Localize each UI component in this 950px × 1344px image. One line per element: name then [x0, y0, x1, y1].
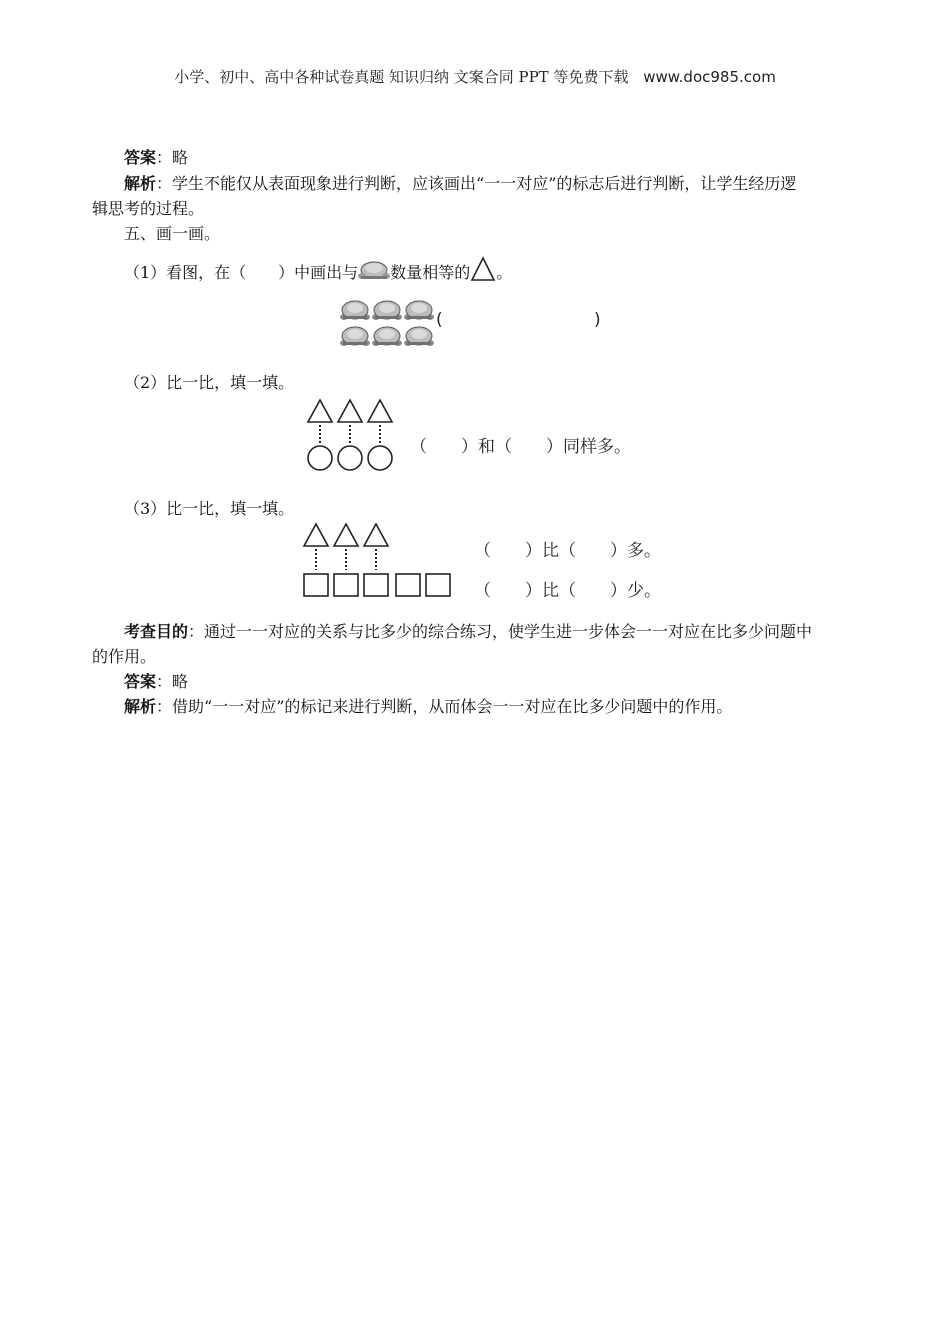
answer-line-2 — [124, 670, 188, 694]
purpose-text: ：通过一一对应的关系与比多少的综合练习，使学生进一步体会一一对应在比多少问题中 — [188, 622, 813, 641]
analysis-label-2: 解析 — [124, 697, 157, 716]
analysis-text-cont: 辑思考的过程。 — [92, 199, 205, 218]
answer-line-1 — [124, 146, 188, 170]
triangle-icon — [308, 400, 392, 422]
section-title: 五、画一画。 — [124, 224, 221, 243]
q1-bracket-open: ( — [436, 310, 443, 330]
q1-bracket-close: ) — [594, 310, 601, 330]
analysis-text: ：学生不能仅从表面现象进行判断，应该画出“一一对应”的标志后进行判断，让学生经历逻 — [156, 174, 797, 193]
square-icon — [304, 574, 450, 596]
analysis-line-2 — [92, 197, 204, 221]
circle-icon — [308, 446, 392, 470]
purpose-line-2: 的作用。 — [92, 647, 157, 666]
turtle-icon — [372, 327, 402, 346]
purpose-label: 考查目的 — [124, 622, 189, 641]
turtle-icon — [358, 258, 390, 282]
analysis-line-1 — [124, 172, 796, 196]
q3-line-1: （ ）比（ ）多。 — [474, 541, 661, 561]
answer-label-2: 答案 — [124, 672, 157, 691]
analysis-line-3 — [124, 695, 732, 719]
page-header — [0, 66, 950, 87]
triangle-icon — [304, 524, 388, 546]
turtle-icon — [340, 327, 370, 346]
q1-text-middle: 数量相等的 — [390, 263, 471, 282]
question-3-label: （3）比一比，填一填。 — [124, 499, 295, 518]
turtle-group — [338, 298, 438, 350]
q2-sentence: （ ）和（ ）同样多。 — [410, 437, 631, 457]
q2-figure — [304, 398, 404, 474]
analysis-label: 解析 — [124, 174, 157, 193]
question-2-label: （2）比一比，填一填。 — [124, 373, 295, 392]
q3-line-2: （ ）比（ ）少。 — [474, 581, 661, 601]
turtle-icon — [404, 301, 434, 320]
turtle-icon — [340, 301, 370, 320]
question-1 — [124, 256, 512, 285]
header-url: www.doc985.com — [643, 68, 776, 86]
turtle-icon — [404, 327, 434, 346]
triangle-icon — [470, 256, 496, 282]
purpose-line-1 — [124, 620, 812, 644]
q1-text-before: （1）看图，在（ ）中画出与 — [124, 263, 359, 282]
turtle-icon — [372, 301, 402, 320]
correspondence-lines — [320, 425, 380, 444]
answer-text-2: ：略 — [156, 672, 189, 691]
header-text: 小学、初中、高中各种试卷真题 知识归纳 文案合同 PPT 等免费下载 — [174, 68, 629, 86]
q1-text-after: 。 — [496, 263, 513, 282]
correspondence-lines — [316, 549, 376, 570]
q3-figure — [302, 522, 458, 600]
answer-label: 答案 — [124, 148, 157, 167]
answer-text: ：略 — [156, 148, 189, 167]
analysis-text-2: ：借助“一一对应”的标记来进行判断，从而体会一一对应在比多少问题中的作用。 — [156, 697, 733, 716]
